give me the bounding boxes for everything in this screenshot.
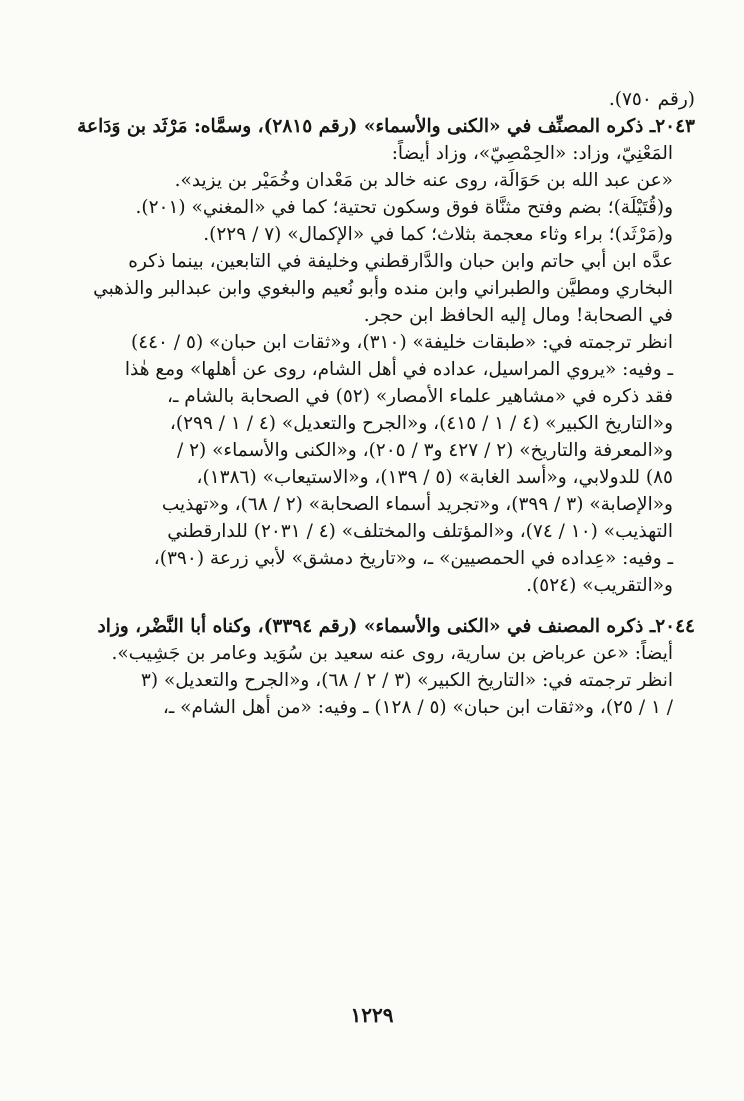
text-line: انظر ترجمته في: «التاريخ الكبير» (٣ / ٢ / ٦٨)، و«الجرح والتعديل» (٣ bbox=[140, 670, 673, 691]
text-line: و(قُتَيْلَة)؛ بضم وفتح مثنَّاة فوق وسكون تحتية؛ كما في «المغني» (٢٠١). bbox=[135, 197, 673, 218]
text-line: / ١ / ٢٥)، و«ثقات ابن حبان» (٥ / ١٢٨) ـ وفيه: «من أهل الشام» ـ، bbox=[162, 697, 673, 718]
entry-2044-heading: ٢٠٤٤ـ ذكره المصنف في «الكنى والأسماء» (رقم ٣٣٩٤)، وكناه أبا النَّضْر، وزاد bbox=[97, 616, 695, 637]
text-line: في الصحابة! ومال إليه الحافظ ابن حجر. bbox=[363, 305, 673, 326]
text-line: و«المعرفة والتاريخ» (٢ / ٤٢٧ و٣ / ٢٠٥)، و«الكنى والأسماء» (٢ / bbox=[176, 440, 673, 461]
text-line: و(مَرْثَد)؛ براء وثاء معجمة بثلاث؛ كما في «الإكمال» (٧ / ٢٢٩). bbox=[203, 224, 673, 245]
text-line: المَعْنِيّ، وزاد: «الحِمْصِيّ»، وزاد أيضاً: bbox=[391, 143, 673, 164]
text-line: البخاري ومطيَّن والطبراني وابن منده وأبو نُعيم والبغوي وابن عبدالبر والذهبي bbox=[93, 278, 673, 299]
document-body bbox=[55, 86, 695, 721]
text-line: و«الإصابة» (٣ / ٣٩٩)، و«تجريد أسماء الصحابة» (٢ / ٦٨)، و«تهذيب bbox=[161, 494, 673, 515]
text-line: التهذيب» (١٠ / ٧٤)، و«المؤتلف والمختلف» (٤ / ٢٠٣١) للدارقطني bbox=[167, 521, 673, 542]
text-line: (رقم ٧٥٠). bbox=[608, 89, 695, 110]
entry-separator bbox=[55, 599, 695, 613]
entry-2043-heading: ٢٠٤٣ـ ذكره المصنِّف في «الكنى والأسماء» (رقم ٢٨١٥)، وسمَّاه: مَرْثَد بن وَدَاعة bbox=[77, 116, 695, 137]
page-number: ١٢٢٩ bbox=[350, 1003, 394, 1027]
text-line: أيضاً: «عن عرباض بن سارية، روى عنه سعيد بن سُوَيد وعامر بن جَشِيب». bbox=[111, 643, 673, 664]
text-line: فقد ذكره في «مشاهير علماء الأمصار» (٥٢) في الصحابة بالشام ـ، bbox=[166, 386, 673, 407]
text-line: ـ وفيه: «يروي المراسيل، عداده في أهل الشام، روى عن أهلها» ومع هٰذا bbox=[124, 359, 673, 380]
text-line: و«التاريخ الكبير» (٤ / ١ / ٤١٥)، و«الجرح والتعديل» (٤ / ١ / ٢٩٩)، bbox=[169, 413, 673, 434]
text-line: عدَّه ابن أبي حاتم وابن حبان والدَّارقطني وخليفة في التابعين، بينما ذكره bbox=[128, 251, 673, 272]
text-line: و«التقريب» (٥٢٤). bbox=[526, 575, 673, 596]
text-line: ـ وفيه: «عِداده في الحمصيين» ـ، و«تاريخ دمشق» لأبي زرعة (٣٩٠)، bbox=[153, 548, 673, 569]
text-line: ٨٥) للدولابي، و«أسد الغابة» (٥ / ١٣٩)، و«الاستيعاب» (١٣٨٦)، bbox=[196, 467, 673, 488]
text-line: انظر ترجمته في: «طبقات خليفة» (٣١٠)، و«ثقات ابن حبان» (٥ / ٤٤٠) bbox=[130, 332, 673, 353]
text-line: «عن عبد الله بن حَوَالَة، روى عنه خالد بن مَعْدان وخُمَيْر بن يزيد». bbox=[174, 170, 673, 191]
